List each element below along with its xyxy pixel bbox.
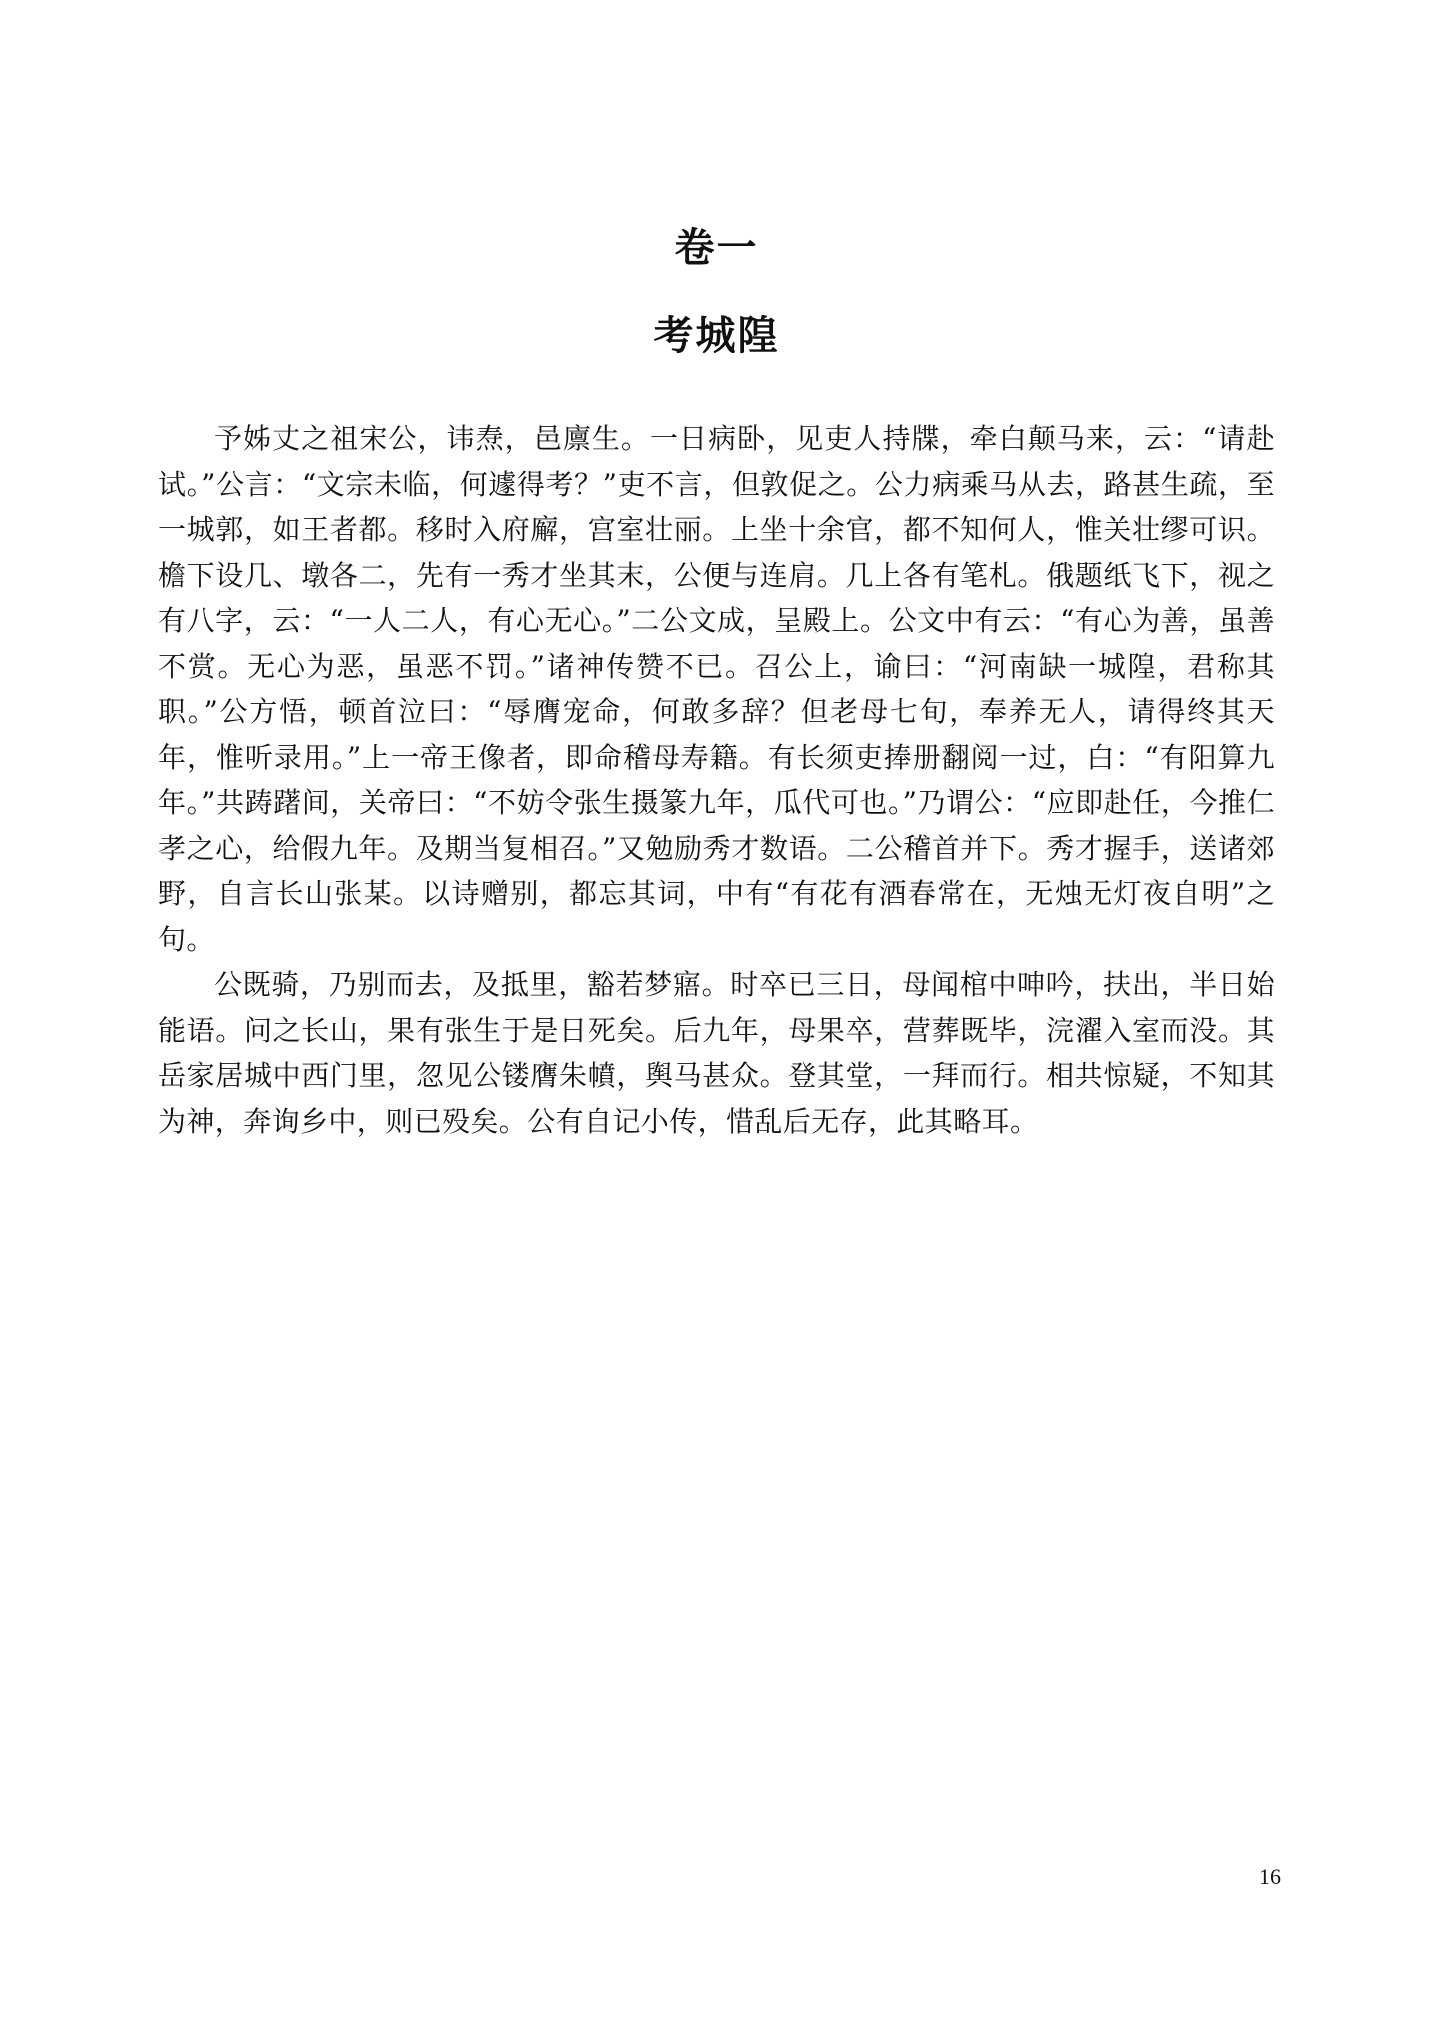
volume-title: 卷一	[674, 225, 759, 271]
paragraph: 予姊丈之祖宋公，讳焘，邑廪生。一日病卧，见吏人持牒，牵白颠马来，云：“请赴试。”公言：“文宗未临，何遽得考？”吏不言，但敦促之。公力病乘马从去，路甚生疏，至一城郭，如王者都。移时入府廨，宫室壮丽。上坐十余官，都不知何人，惟关壮缪可识。檐下设几、墩各二，先有一秀才坐其末，公便与连肩。几上各有笔札。俄题纸飞下，视之有八字，云：“一人二人，有心无心。”二公文成，呈殿上。公文中有云：“有心为善，虽善不赏。无心为恶，虽恶不罚。”诸神传赞不已。召公上，谕曰：“河南缺一城隍，君称其职。”公方悟，顿首泣曰：“辱膺宠命，何敢多辞？但老母七旬，奉养无人，请得终其天年，惟听录用。”上一帝王像者，即命稽母寿籍。有长须吏捧册翻阅一过，白：“有阳算九年。”共踌躇间，关帝曰：“不妨令张生摄篆九年，瓜代可也。”乃谓公：“应即赴任，今推仁孝之心，给假九年。及期当复相召。”又勉励秀才数语。二公稽首并下。秀才握手，送诸郊野，自言长山张某。以诗赠别，都忘其词，中有“有花有酒春常在，无烛无灯夜自明”之句。	[158, 422, 1275, 956]
page-number: 16	[1259, 1864, 1281, 1889]
paragraph: 公既骑，乃别而去，及抵里，豁若梦寤。时卒已三日，母闻棺中呻吟，扶出，半日始能语。问之长山，果有张生于是日死矣。后九年，母果卒，营葬既毕，浣濯入室而没。其岳家居城中西门里，忽见公镂膺朱幩，舆马甚众。登其堂，一拜而行。相共惊疑，不知其为神，奔询乡中，则已殁矣。公有自记小传，惜乱后无存，此其略耳。	[158, 968, 1275, 1138]
body-text	[158, 416, 1275, 1144]
chapter-title: 考城隍	[653, 313, 780, 359]
